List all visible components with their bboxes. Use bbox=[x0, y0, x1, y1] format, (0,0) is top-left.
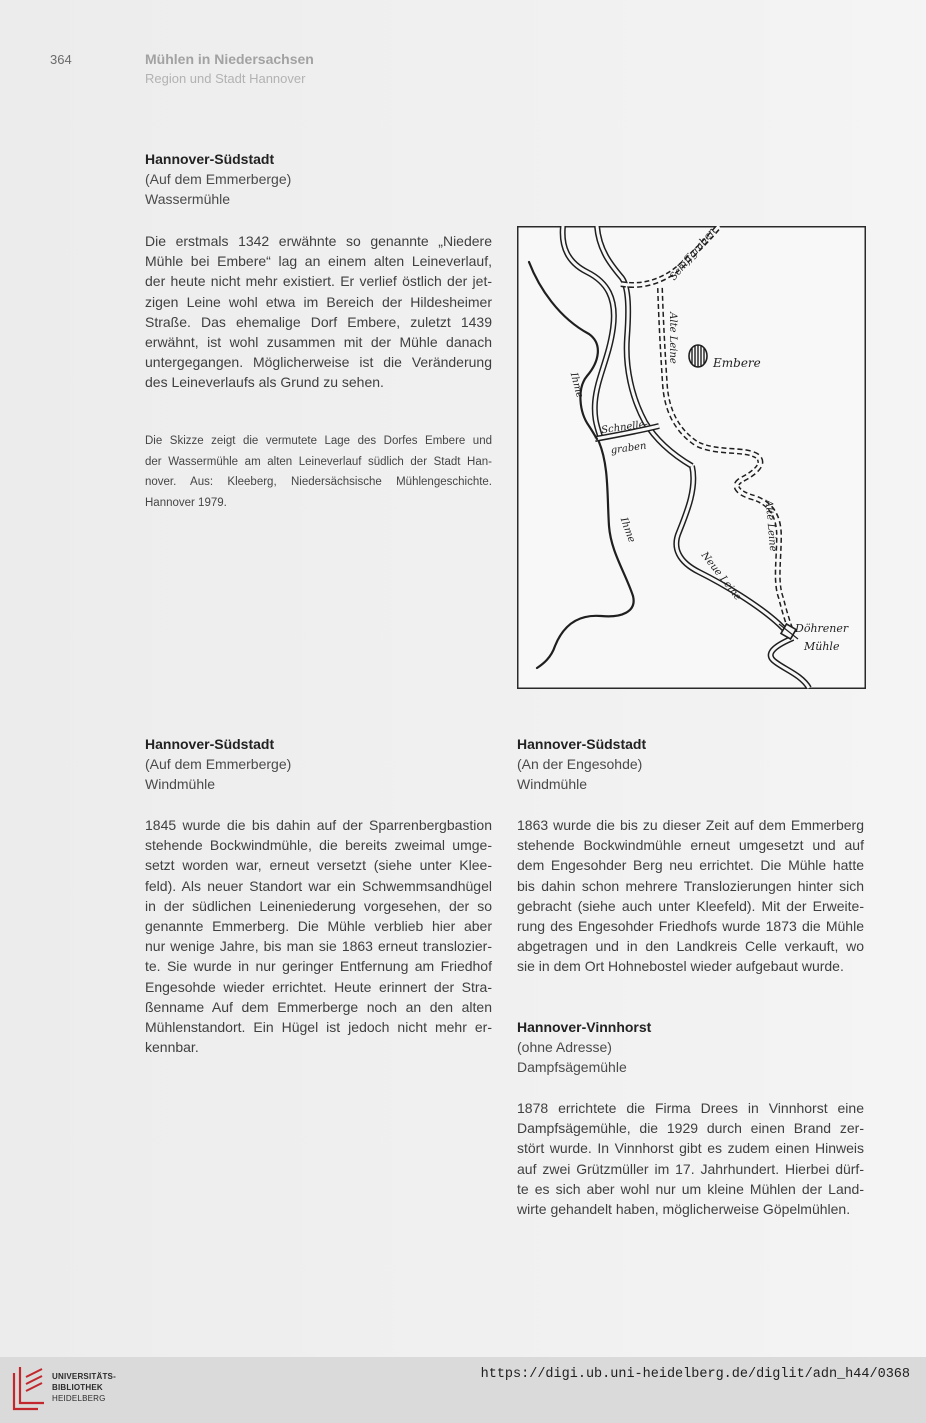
text-line: rung des Engesohder Friedhofs wurde 1873 die Mühle bbox=[517, 918, 864, 935]
entry-address: (Auf dem Emmerberge) bbox=[145, 171, 292, 187]
text-line: kennbar. bbox=[145, 1039, 199, 1056]
entry-heading-windmuehle-engesohde bbox=[517, 734, 864, 794]
running-subtitle: Region und Stadt Hannover bbox=[145, 71, 306, 86]
entry-text-wassermuehle bbox=[145, 231, 492, 393]
text-line: te. Sie wurde in nur geringer Entfernung am Friedhof bbox=[145, 958, 492, 975]
map-sketch bbox=[517, 226, 866, 689]
text-line: der heute nicht mehr existiert. Er verlief östlich der jet- bbox=[145, 273, 492, 290]
entry-title: Hannover-Südstadt bbox=[145, 736, 275, 752]
entry-mill-type: Dampfsägemühle bbox=[517, 1059, 627, 1075]
entry-text-dampfsaegemuehle bbox=[517, 1098, 864, 1219]
text-line: wirte gehandelt haben, möglicherweise Göpelmühlen. bbox=[517, 1201, 851, 1218]
text-line: stehende Bockwindmühle, die bereits zweimal umge- bbox=[145, 837, 492, 854]
text-line: sie in dem Ort Hohnebostel wieder aufgebaut wurde. bbox=[517, 958, 844, 975]
text-line: Die erstmals 1342 erwähnte so genannte „Niedere bbox=[145, 233, 492, 249]
text-line: te es sich aber wohl nur um kleine Mühlen der Land- bbox=[517, 1180, 864, 1197]
text-line: dem Engesohder Berg neu errichtet. Die Mühle hatte bbox=[517, 857, 864, 874]
text-line: in der südlichen Leineniederung vorgesehen, der so bbox=[145, 897, 492, 914]
map-label-ihme-south: Ihme bbox=[617, 516, 637, 545]
text-line: auf zwei Grützmüller im 17. Jahrhundert. Hierbei dürf- bbox=[517, 1160, 864, 1177]
map-label-alte-leine-south: Alte Leine bbox=[762, 499, 779, 552]
text-line: ßenname Auf dem Emmerberge noch an den alten bbox=[145, 998, 492, 1015]
map-label-embere: Embere bbox=[713, 356, 761, 370]
logo-line: HEIDELBERG bbox=[52, 1394, 106, 1403]
map-label-doehrener: Döhrener bbox=[795, 622, 849, 635]
text-line: bis dahin schon mehrere Translozierungen hinter sich bbox=[517, 877, 864, 894]
map-label-schnellegraben-1: Schnelle- bbox=[600, 418, 649, 437]
text-line: feld). Als neuer Standort war ein Schwemmsandhügel bbox=[145, 877, 492, 894]
text-line: stehende Bockwindmühle erneut umgesetzt und auf bbox=[517, 837, 864, 854]
figure-caption bbox=[145, 431, 492, 513]
text-line: zigen Leine wohl etwa im Bereich der Hildesheimer bbox=[145, 293, 492, 310]
entry-mill-type: Windmühle bbox=[145, 776, 216, 792]
entry-mill-type: Wassermühle bbox=[145, 191, 231, 207]
entry-address: (Auf dem Emmerberge) bbox=[145, 756, 292, 772]
map-frame bbox=[518, 227, 866, 689]
entry-title: Hannover-Vinnhorst bbox=[517, 1019, 652, 1035]
text-line: setzt worden war, erneut versetzt (siehe unter Klee- bbox=[145, 857, 492, 874]
text-line: Straße. Das ehemalige Dorf Embere, zuletzt 1439 bbox=[145, 313, 492, 330]
entry-text-windmuehle-engesohde bbox=[517, 815, 864, 977]
text-line: nur wenige Jahre, bis man sie 1863 erneut translozier- bbox=[145, 938, 492, 955]
map-label-schnellegraben-2: graben bbox=[610, 440, 648, 457]
text-line: gebracht (siehe auch unter Kleefeld). Mit der Erweite- bbox=[517, 897, 864, 914]
map-label-alte-leine-north: Alte Leine bbox=[667, 312, 678, 364]
text-line: Dampfsägemühle, die 1929 durch einen Brand zer- bbox=[517, 1120, 864, 1137]
entry-title: Hannover-Südstadt bbox=[145, 151, 275, 167]
logo-line: BIBLIOTHEK bbox=[52, 1383, 103, 1392]
entry-text-windmuehle-emmerberge bbox=[145, 815, 492, 1057]
text-line: 1863 wurde die bis zu dieser Zeit auf dem Emmerberg bbox=[517, 817, 864, 833]
running-title: Mühlen in Niedersachsen bbox=[145, 51, 314, 67]
text-line: stört wurde. In Vinnhorst gibt es zudem einen Hinweis bbox=[517, 1140, 864, 1157]
entry-address: (An der Engesohde) bbox=[517, 756, 643, 772]
text-line: 1878 errichtete die Firma Drees in Vinnhorst eine bbox=[517, 1100, 864, 1116]
text-line: untergegangen. Möglicherweise ist die Veränderung bbox=[145, 354, 492, 371]
logo-line: UNIVERSITÄTS- bbox=[52, 1372, 116, 1381]
entry-heading-wassermuehle bbox=[145, 149, 492, 209]
text-line: abgetragen und in den Landkreis Celle verkauft, wo bbox=[517, 938, 864, 955]
entry-heading-windmuehle-emmerberge bbox=[145, 734, 492, 794]
permalink-url: https://digi.ub.uni-heidelberg.de/diglit/adn_h44/0368 bbox=[480, 1367, 910, 1382]
caption-line: der Wassermühle am alten Leineverlauf südlich der Stadt Han- bbox=[145, 455, 492, 468]
text-line: Engesohde wieder errichtet. Heute erinnert der Stra- bbox=[145, 978, 492, 995]
entry-heading-dampfsaegemuehle bbox=[517, 1017, 864, 1077]
text-line: Mühlenstandort. Ein Hügel ist jedoch nicht mehr er- bbox=[145, 1019, 492, 1036]
map-label-ihme-north: Ihme bbox=[567, 371, 586, 400]
caption-line: Hannover 1979. bbox=[145, 496, 227, 509]
text-line: erwähnt, ist wohl zusammen mit der Mühle danach bbox=[145, 334, 492, 351]
library-logo-text bbox=[52, 1371, 116, 1404]
entry-address: (ohne Adresse) bbox=[517, 1039, 612, 1055]
library-logo-icon bbox=[8, 1363, 50, 1415]
text-line: 1845 wurde die bis dahin auf der Sparrenbergbastion bbox=[145, 817, 492, 833]
text-line: Mühle bei Embere“ lag an einem alten Leineverlauf, bbox=[145, 253, 492, 270]
map-embere-village-icon bbox=[689, 345, 707, 367]
map-label-schiffgraben: Schiffgraben bbox=[667, 226, 719, 283]
library-footer-bar bbox=[0, 1357, 926, 1423]
page-number: 364 bbox=[50, 52, 72, 67]
text-line: genannte Emmerberg. Die Mühle verblieb hier aber bbox=[145, 918, 492, 935]
text-line: des Leineverlaufs als Grund zu sehen. bbox=[145, 374, 384, 391]
map-label-muehle: Mühle bbox=[804, 640, 840, 653]
caption-line: Die Skizze zeigt die vermutete Lage des Dorfes Embere und bbox=[145, 435, 492, 447]
entry-title: Hannover-Südstadt bbox=[517, 736, 647, 752]
entry-mill-type: Windmühle bbox=[517, 776, 588, 792]
caption-line: nover. Aus: Kleeberg, Niedersächsische Mühlengeschichte. bbox=[145, 476, 492, 488]
map-label-neue-leine: Neue Leine bbox=[698, 550, 744, 603]
